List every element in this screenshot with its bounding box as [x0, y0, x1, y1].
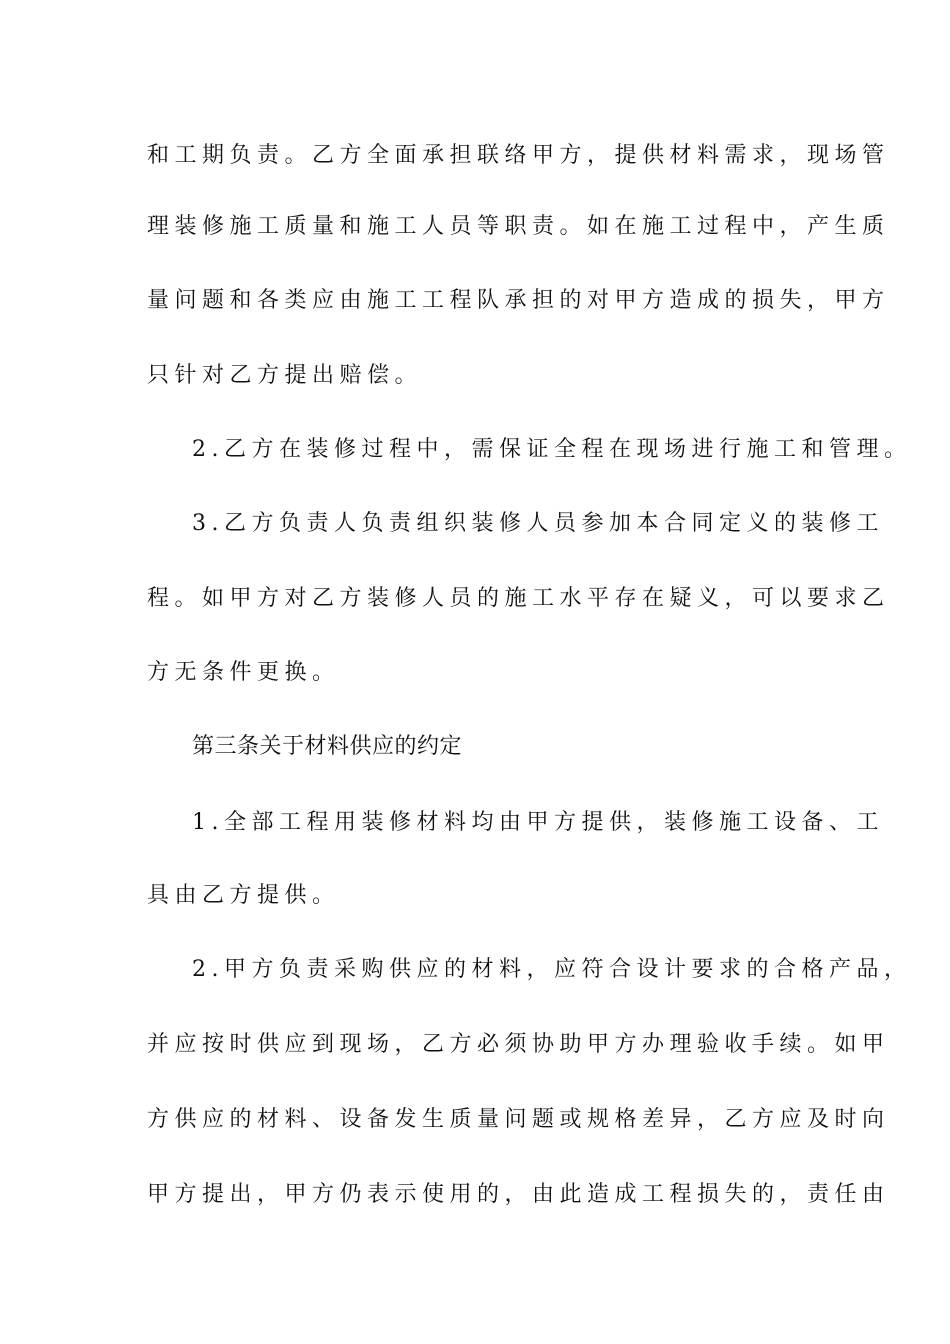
paragraph-line: 程。如甲方对乙方装修人员的施工水平存在疑义，可以要求乙 [147, 586, 890, 611]
paragraph-line: 方无条件更换。 [147, 660, 340, 685]
paragraph-line: 3.乙方负责人负责组织装修人员参加本合同定义的装修工 [192, 511, 884, 536]
section-heading: 第三条关于材料供应的约定 [192, 734, 463, 759]
paragraph-line: 具由乙方提供。 [147, 883, 340, 908]
paragraph-line: 量问题和各类应由施工工程队承担的对甲方造成的损失，甲方 [147, 288, 890, 313]
paragraph-line: 甲方提出，甲方仍表示使用的，由此造成工程损失的，责任由 [147, 1182, 890, 1207]
paragraph-line: 方供应的材料、设备发生质量问题或规格差异，乙方应及时向 [147, 1107, 890, 1132]
paragraph-line: 理装修施工质量和施工人员等职责。如在施工过程中，产生质 [147, 214, 890, 239]
paragraph-line: 2.乙方在装修过程中，需保证全程在现场进行施工和管理。 [192, 437, 912, 462]
paragraph-line: 只针对乙方提出赔偿。 [147, 363, 423, 388]
paragraph-line: 2.甲方负责采购供应的材料，应符合设计要求的合格产品， [192, 957, 912, 982]
paragraph-line: 和工期负责。乙方全面承担联络甲方，提供材料需求，现场管 [147, 143, 890, 168]
paragraph-line: 并应按时供应到现场，乙方必须协助甲方办理验收手续。如甲 [147, 1032, 890, 1057]
paragraph-line: 1.全部工程用装修材料均由甲方提供，装修施工设备、工 [192, 810, 884, 835]
